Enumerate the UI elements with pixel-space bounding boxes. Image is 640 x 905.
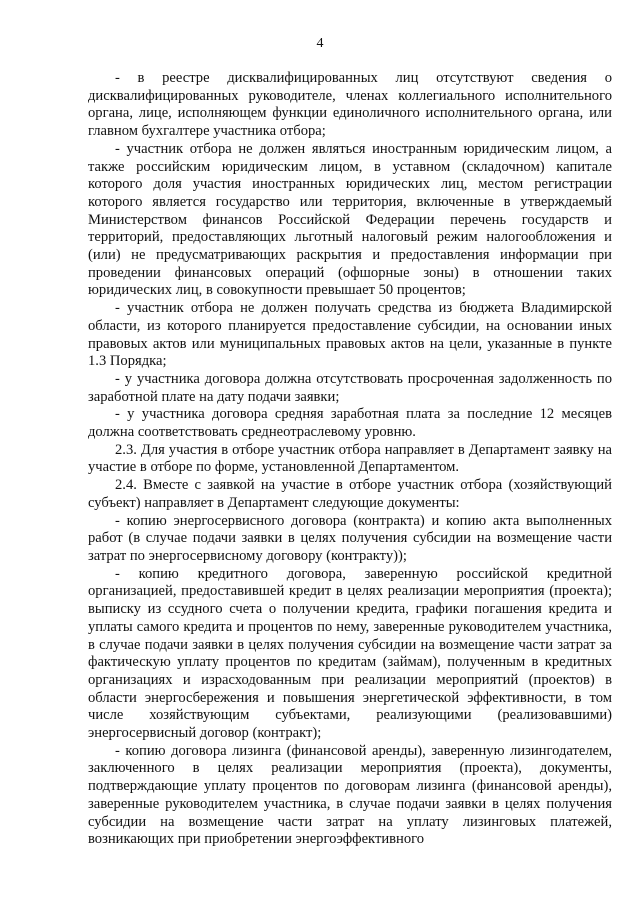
paragraph-leasing-agreement: - копию договора лизинга (финансовой аренды), заверенную лизингодателем, заключенного в целях реализации мероприятия (проекта), документы, подтверждающие уплату процентов по договорам лизинга (финансовой аренды), заверенные руководителем участника, в случае подачи заявки в целях получения субсидии на возмещение части затрат на уплату лизинговых платежей, возникающих при приобретении энергоэффективного: [88, 742, 612, 848]
paragraph-average-wage: - у участника договора средняя заработная плата за последние 12 месяцев должна соответствовать среднеотраслевому уровню.: [88, 406, 612, 441]
paragraph-credit-agreement: - копию кредитного договора, заверенную российской кредитной организацией, предоставившей кредит в целях реализации мероприятия (проекта); выписку из ссудного счета о получении кредита, графики погашения кредита и уплаты самого кредита и процентов по нему, заверенные руководителем участника, в случае подачи заявки в целях получения субсидии на возмещение части затрат за фактическую уплату процентов по кредитам (займам), полученным в кредитных организациях и израсходованным при реализации мероприятий (проектов) в области энергосбережения и повышения энергетической эффективности, в том числе хозяйствующим субъектами, реализующими (реализовавшими) энергосервисный договор (контракт);: [88, 565, 612, 742]
paragraph-disqualified-registry: - в реестре дисквалифицированных лиц отсутствуют сведения о дисквалифицированных руководителе, членах коллегиального исполнительного органа, лице, исполняющем функции единоличного исполнительного органа, или главном бухгалтере участника отбора;: [88, 70, 612, 140]
paragraph-2-3: 2.3. Для участия в отборе участник отбора направляет в Департамент заявку на участие в отборе по форме, установленной Департаментом.: [88, 441, 612, 476]
paragraph-foreign-entity: - участник отбора не должен являться иностранным юридическим лицом, а также российским юридическим лицом, в уставном (складочном) капитале которого доля участия иностранных юридических лиц, местом регистрации которого является государство или территория, включенные в утверждаемый Министерством финансов Российской Федерации перечень государств и территорий, предоставляющих льготный налоговый режим налогообложения и (или) не предусматривающих раскрытия и предоставления информации при проведении финансовых операций (офшорные зоны) в отношении таких юридических лиц, в совокупности превышает 50 процентов;: [88, 140, 612, 299]
paragraph-regional-budget: - участник отбора не должен получать средства из бюджета Владимирской области, из которого планируется предоставление субсидии, на основании иных правовых актов или муниципальных правовых актов на цели, указанные в пункте 1.3 Порядка;: [88, 300, 612, 370]
paragraph-wage-arrears: - у участника договора должна отсутствовать просроченная задолженность по заработной плате на дату подачи заявки;: [88, 370, 612, 405]
paragraph-2-4: 2.4. Вместе с заявкой на участие в отборе участник отбора (хозяйствующий субъект) направляет в Департамент следующие документы:: [88, 477, 612, 511]
paragraph-energy-service-contract: - копию энергосервисного договора (контракта) и копию акта выполненных работ (в случае подачи заявки в целях получения субсидии на возмещение части затрат по энергосервисному договору (контракту));: [88, 512, 612, 564]
page-number: 4: [316, 36, 324, 51]
document-body: [88, 70, 612, 849]
